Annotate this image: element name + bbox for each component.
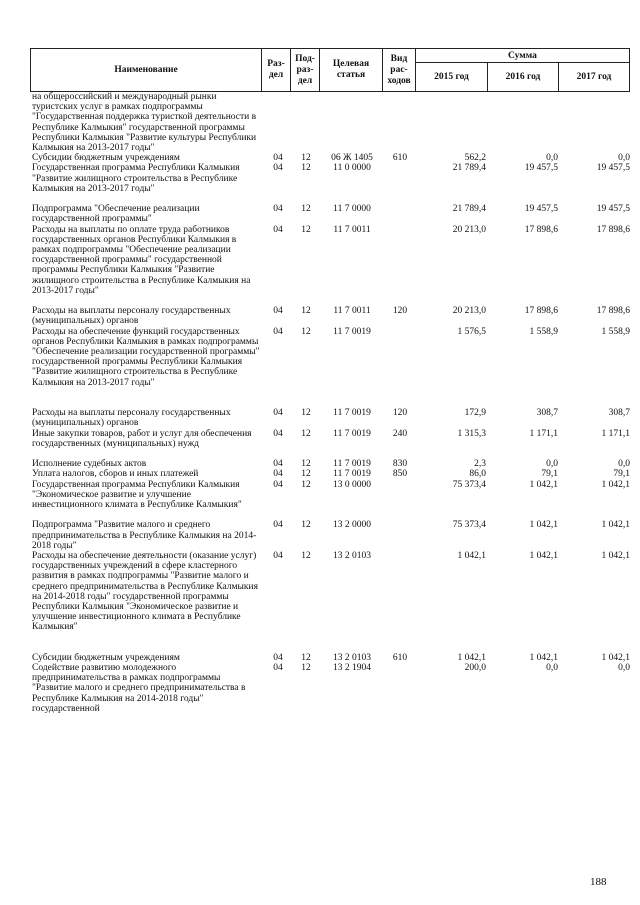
table-row bbox=[30, 163, 630, 204]
row-2017: 1 558,9 bbox=[601, 326, 630, 337]
row-razdel: 04 bbox=[273, 408, 283, 419]
row-2017: 19 457,5 bbox=[596, 204, 630, 215]
row-cs: 11 0 0000 bbox=[333, 163, 371, 174]
table-row bbox=[30, 480, 630, 521]
row-2017: 1 042,1 bbox=[601, 550, 630, 561]
row-podrazdel: 12 bbox=[301, 204, 311, 215]
row-razdel: 04 bbox=[273, 204, 283, 215]
row-2016: 0,0 bbox=[546, 663, 558, 674]
row-vr: 610 bbox=[392, 153, 408, 164]
table-body bbox=[30, 92, 630, 714]
row-2016: 1 558,9 bbox=[529, 326, 558, 337]
row-2017: 1 042,1 bbox=[601, 479, 630, 490]
row-2015: 1 042,1 bbox=[457, 550, 486, 561]
header-2016: 2016 год bbox=[487, 62, 559, 92]
row-2017: 79,1 bbox=[613, 469, 630, 480]
row-podrazdel: 12 bbox=[301, 652, 311, 663]
row-cs: 11 7 0011 bbox=[333, 224, 371, 235]
row-podrazdel: 12 bbox=[301, 428, 311, 439]
row-vr: 830 bbox=[392, 459, 408, 470]
row-podrazdel: 12 bbox=[301, 469, 311, 480]
row-2017: 308,7 bbox=[608, 408, 630, 419]
row-razdel: 04 bbox=[273, 469, 283, 480]
row-2015: 20 213,0 bbox=[452, 224, 486, 235]
row-2015: 172,9 bbox=[464, 408, 486, 419]
table-row bbox=[30, 153, 630, 163]
row-name: Государственная программа Республики Калмыкия "Экономическое развитие и улучшение инвестиционного климата в Республике Калмыкия" bbox=[32, 479, 242, 510]
row-2016: 17 898,6 bbox=[524, 306, 558, 317]
row-2015: 562,2 bbox=[464, 153, 486, 164]
row-name: Расходы на выплаты персоналу государственных (муниципальных) органов bbox=[32, 408, 231, 429]
row-razdel: 04 bbox=[273, 663, 283, 674]
row-2017: 0,0 bbox=[618, 459, 630, 470]
row-2016: 19 457,5 bbox=[524, 163, 558, 174]
header-podrazdel: Под- раз- дел bbox=[290, 48, 320, 92]
row-razdel: 04 bbox=[273, 459, 283, 470]
table-row bbox=[30, 520, 630, 551]
row-podrazdel: 12 bbox=[301, 408, 311, 419]
row-name: Содействие развитию молодежного предпринимательства в рамках подпрограммы "Развитие малого и среднего предпринимательства в Республике Калмыкия на 2014-2018 годы" государственной bbox=[32, 663, 246, 714]
row-razdel: 04 bbox=[273, 163, 283, 174]
header-razdel: Раз- дел bbox=[261, 48, 291, 92]
row-razdel: 04 bbox=[273, 224, 283, 235]
table-row bbox=[30, 459, 630, 469]
row-name: Субсидии бюджетным учреждениям bbox=[32, 652, 180, 663]
row-cs: 13 2 0103 bbox=[333, 652, 371, 663]
row-name: Государственная программа Республики Калмыкия "Развитие жилищного строительства в Республике Калмыкия на 2013-2017 годы" bbox=[32, 163, 240, 194]
row-razdel: 04 bbox=[273, 550, 283, 561]
row-2017: 17 898,6 bbox=[596, 224, 630, 235]
row-2017: 17 898,6 bbox=[596, 306, 630, 317]
row-cs: 11 7 0000 bbox=[333, 204, 371, 215]
row-cs: 06 Ж 1405 bbox=[331, 153, 373, 164]
row-name: Уплата налогов, сборов и иных платежей bbox=[32, 469, 199, 480]
row-name: Подпрограмма "Развитие малого и среднего предпринимательства в Республике Калмыкия на 2014-2018 годы" bbox=[32, 520, 257, 551]
row-vr: 120 bbox=[392, 306, 408, 317]
header-cs: Целевая статья bbox=[319, 48, 383, 92]
row-name: Иные закупки товаров, работ и услуг для обеспечения государственных (муниципальных) нужд bbox=[32, 428, 252, 449]
row-2016: 1 042,1 bbox=[529, 520, 558, 531]
row-2015: 75 373,4 bbox=[452, 479, 486, 490]
page-number: 188 bbox=[590, 876, 607, 888]
table-header bbox=[30, 48, 630, 92]
row-2017: 19 457,5 bbox=[596, 163, 630, 174]
table-row bbox=[30, 225, 630, 307]
row-2015: 2,3 bbox=[474, 459, 486, 470]
table-row bbox=[30, 663, 630, 714]
row-name: Расходы на выплаты персоналу государственных (муниципальных) органов bbox=[32, 306, 231, 327]
row-cs: 11 7 0019 bbox=[333, 326, 371, 337]
row-2016: 1 042,1 bbox=[529, 652, 558, 663]
header-name: Наименование bbox=[30, 48, 262, 92]
header-2015: 2015 год bbox=[415, 62, 488, 92]
row-name: Подпрограмма "Обеспечение реализации государственной программы" bbox=[32, 204, 200, 225]
row-2016: 79,1 bbox=[541, 469, 558, 480]
row-podrazdel: 12 bbox=[301, 550, 311, 561]
header-summa: Сумма bbox=[415, 48, 630, 63]
row-cs: 13 0 0000 bbox=[333, 479, 371, 490]
row-2016: 1 171,1 bbox=[529, 428, 558, 439]
row-2016: 0,0 bbox=[546, 153, 558, 164]
row-2016: 0,0 bbox=[546, 459, 558, 470]
table-row bbox=[30, 204, 630, 224]
row-cs: 11 7 0019 bbox=[333, 459, 371, 470]
table-row bbox=[30, 408, 630, 428]
row-2017: 0,0 bbox=[618, 663, 630, 674]
row-podrazdel: 12 bbox=[301, 163, 311, 174]
row-cs: 11 7 0019 bbox=[333, 428, 371, 439]
row-2015: 21 789,4 bbox=[452, 163, 486, 174]
row-2017: 1 171,1 bbox=[601, 428, 630, 439]
row-cs: 11 7 0011 bbox=[333, 306, 371, 317]
row-name: Расходы на выплаты по оплате труда работников государственных органов Республики Калмыкия в рамках подпрограммы "Обеспечение реализации государственной программы" государственной программы Республики Калмыкия "Развитие жилищного строительства в Республике Калмыкия на 2013-2017 годы" bbox=[32, 224, 251, 296]
row-2015: 21 789,4 bbox=[452, 204, 486, 215]
row-podrazdel: 12 bbox=[301, 459, 311, 470]
row-razdel: 04 bbox=[273, 326, 283, 337]
row-2015: 75 373,4 bbox=[452, 520, 486, 531]
table-row bbox=[30, 469, 630, 479]
header-vr: Вид рас- ходов bbox=[382, 48, 416, 92]
row-razdel: 04 bbox=[273, 479, 283, 490]
table-row bbox=[30, 429, 630, 460]
row-razdel: 04 bbox=[273, 652, 283, 663]
table-row bbox=[30, 551, 630, 653]
row-2016: 19 457,5 bbox=[524, 204, 558, 215]
row-cs: 13 2 0000 bbox=[333, 520, 371, 531]
row-podrazdel: 12 bbox=[301, 479, 311, 490]
row-podrazdel: 12 bbox=[301, 306, 311, 317]
row-cs: 13 2 1904 bbox=[333, 663, 371, 674]
row-2017: 0,0 bbox=[618, 153, 630, 164]
table-row bbox=[30, 306, 630, 326]
row-2015: 1 576,5 bbox=[457, 326, 486, 337]
row-name: Исполнение судебных актов bbox=[32, 459, 147, 470]
row-vr: 610 bbox=[392, 652, 408, 663]
row-2017: 1 042,1 bbox=[601, 652, 630, 663]
row-name: Расходы на обеспечение деятельности (оказание услуг) государственных учреждений в сфере кластерного развития в рамках подпрограммы "Развитие малого и среднего предпринимательства в Республике Калмыкия на 2014-2018 годы" государственной программы Республики Калмыкия "Экономическое развитие и улучшение инвестиционного климата в Республике Калмыкия" bbox=[32, 550, 259, 633]
row-podrazdel: 12 bbox=[301, 326, 311, 337]
header-2017: 2017 год bbox=[558, 62, 630, 92]
row-vr: 240 bbox=[392, 428, 408, 439]
row-vr: 850 bbox=[392, 469, 408, 480]
row-2016: 1 042,1 bbox=[529, 479, 558, 490]
table-row bbox=[30, 92, 630, 153]
row-cs: 11 7 0019 bbox=[333, 469, 371, 480]
table-row bbox=[30, 653, 630, 663]
row-2017: 1 042,1 bbox=[601, 520, 630, 531]
row-cs: 11 7 0019 bbox=[333, 408, 371, 419]
table-row bbox=[30, 327, 630, 409]
row-podrazdel: 12 bbox=[301, 224, 311, 235]
row-cs: 13 2 0103 bbox=[333, 550, 371, 561]
row-2015: 200,0 bbox=[464, 663, 486, 674]
row-2015: 1 042,1 bbox=[457, 652, 486, 663]
row-2015: 86,0 bbox=[469, 469, 486, 480]
row-name: на общероссийский и международный рынки туристских услуг в рамках подпрограммы "Государственная поддержка туристкой деятельности в Республике Калмыкия" государственной программы Республики Калмыкия "Развитие культуры Республики Калмыкия на 2013-2017 годы" bbox=[32, 92, 257, 154]
row-podrazdel: 12 bbox=[301, 153, 311, 164]
row-2015: 1 315,3 bbox=[457, 428, 486, 439]
row-2016: 17 898,6 bbox=[524, 224, 558, 235]
row-vr: 120 bbox=[392, 408, 408, 419]
row-razdel: 04 bbox=[273, 153, 283, 164]
row-podrazdel: 12 bbox=[301, 663, 311, 674]
row-razdel: 04 bbox=[273, 520, 283, 531]
row-razdel: 04 bbox=[273, 428, 283, 439]
row-2016: 1 042,1 bbox=[529, 550, 558, 561]
row-2016: 308,7 bbox=[536, 408, 558, 419]
row-name: Расходы на обеспечение функций государственных органов Республики Калмыкия в рамках подпрограммы "Обеспечение реализации государственной программы" государственной программы Республики Калмыкия "Развитие жилищного строительства в Республике Калмыкия на 2013-2017 годы" bbox=[32, 326, 260, 388]
row-podrazdel: 12 bbox=[301, 520, 311, 531]
row-razdel: 04 bbox=[273, 306, 283, 317]
row-2015: 20 213,0 bbox=[452, 306, 486, 317]
row-name: Субсидии бюджетным учреждениям bbox=[32, 153, 180, 164]
